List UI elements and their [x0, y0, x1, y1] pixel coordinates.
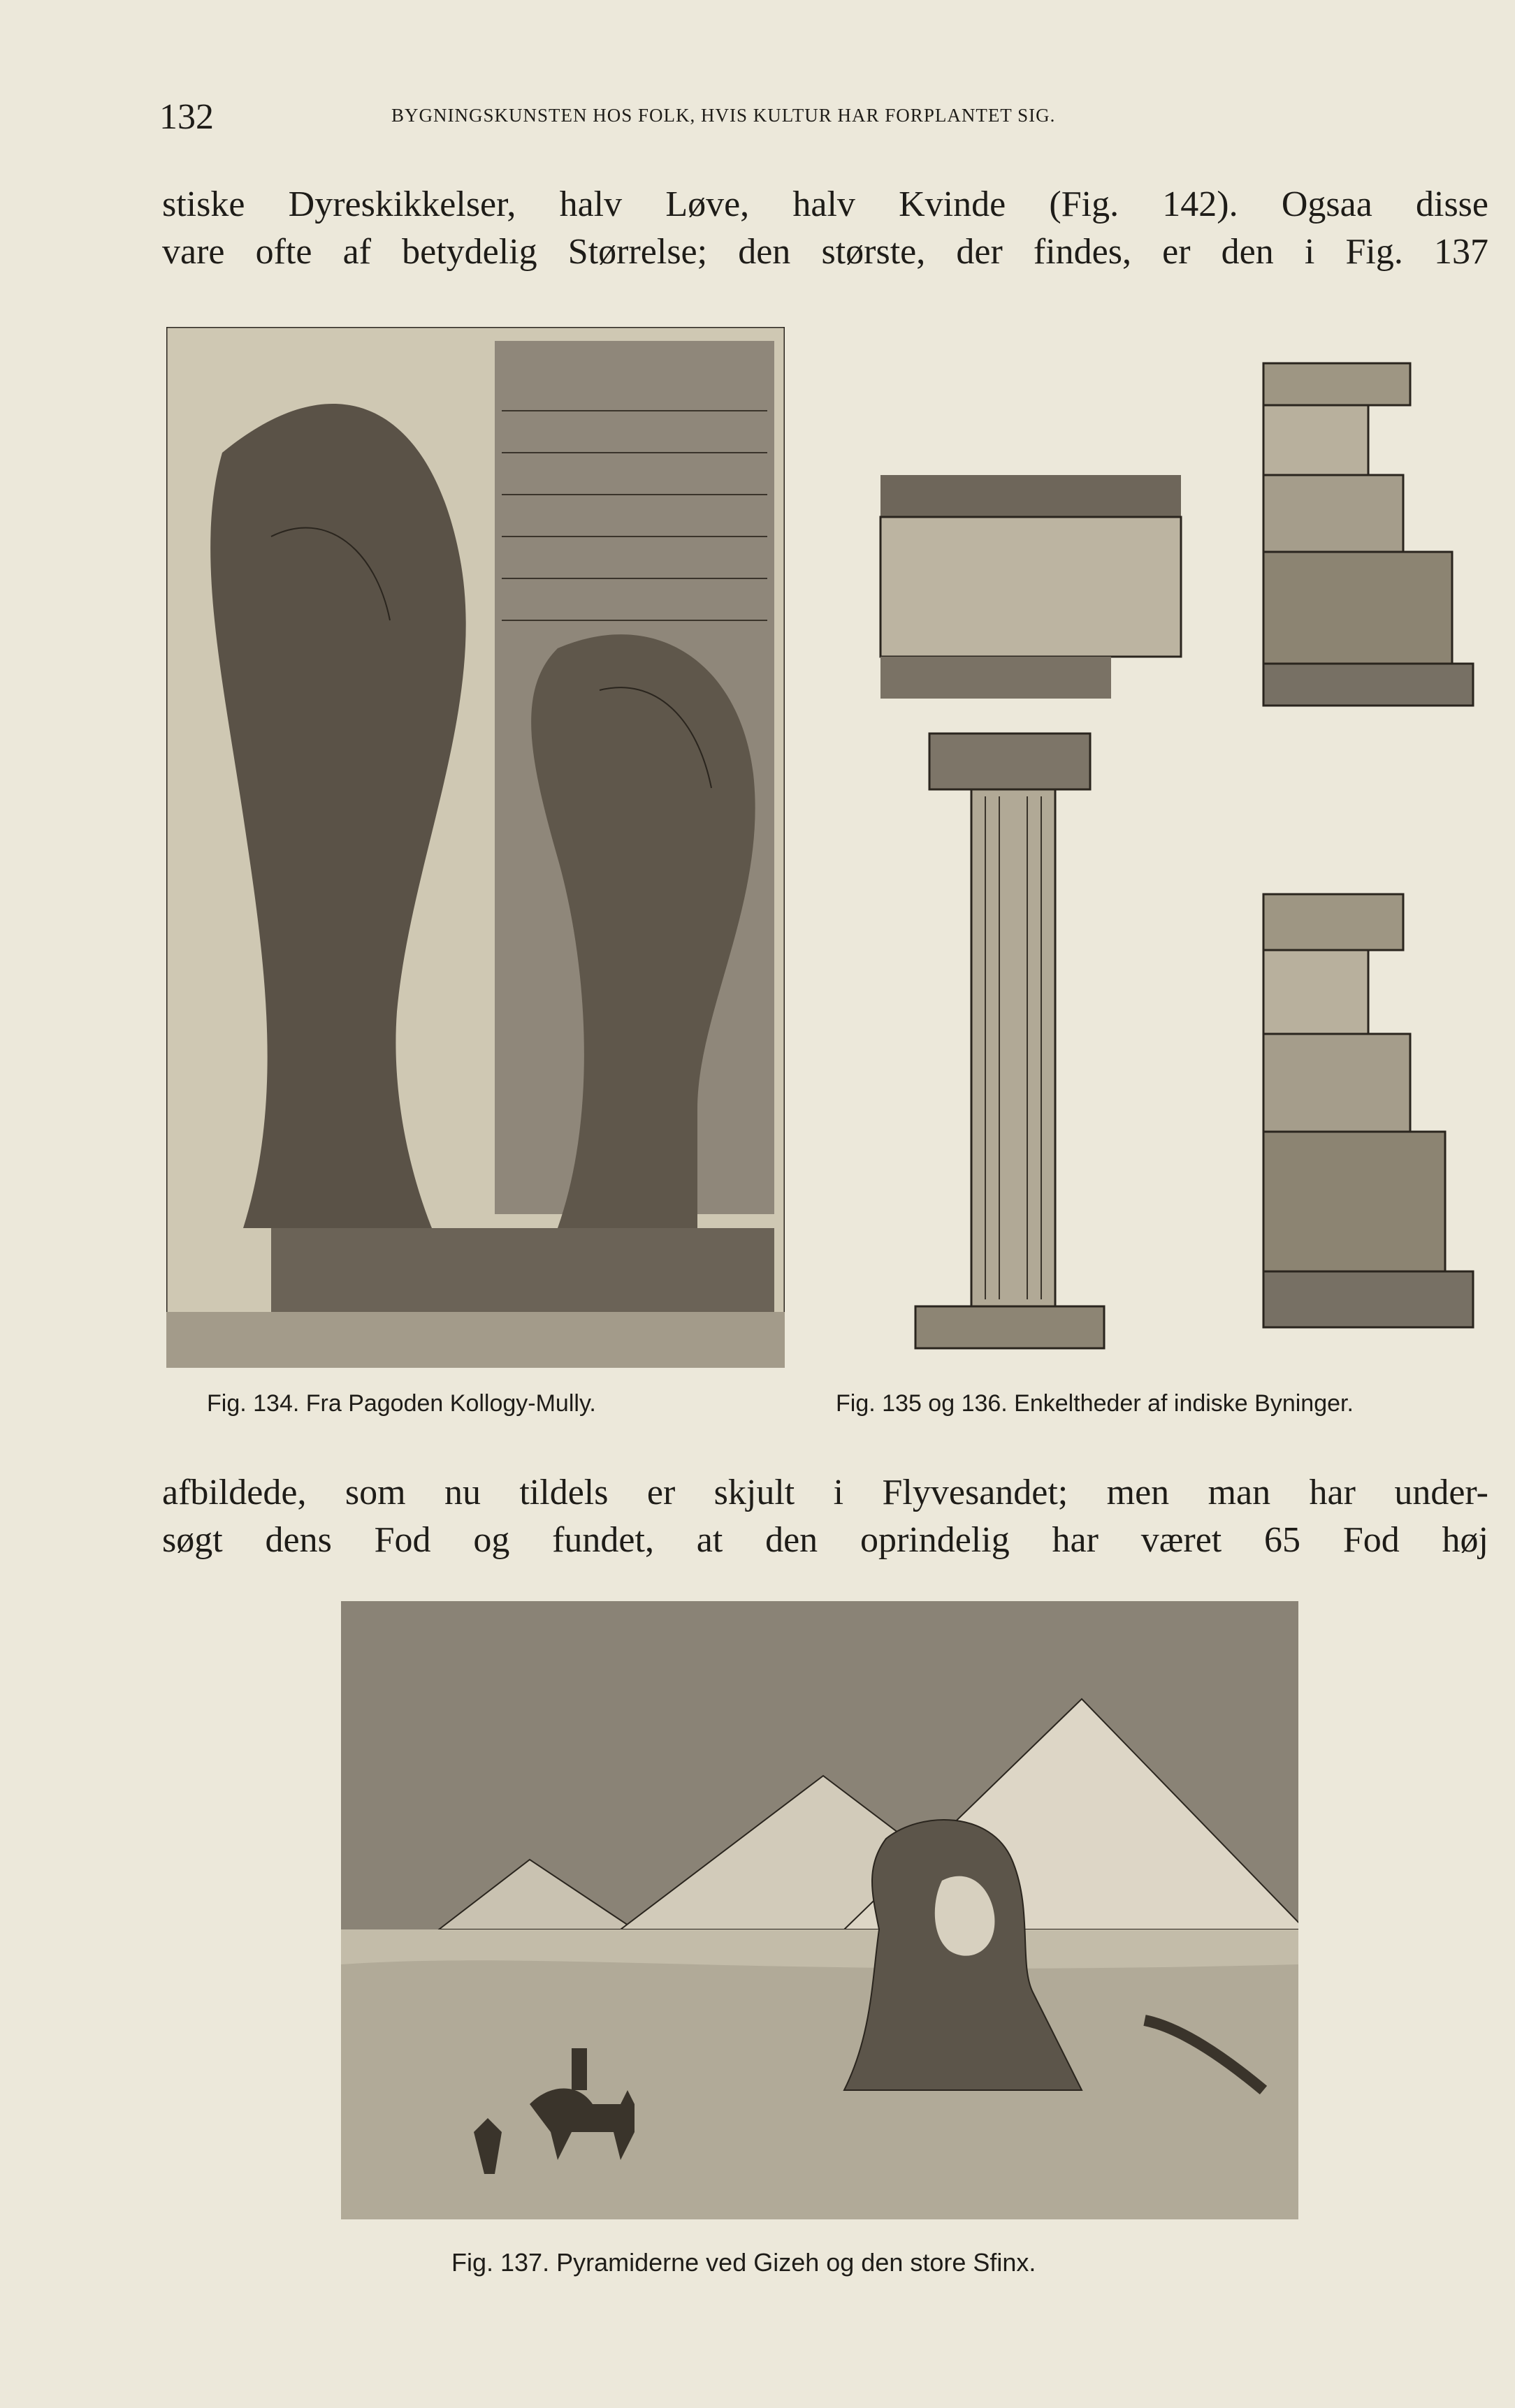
body-text-line: vare ofte af betydelig Størrelse; den største, der findes, er den i Fig. 137: [162, 232, 1488, 272]
body-text-line: stiske Dyreskikkelser, halv Løve, halv Kvinde (Fig. 142). Ogsaa disse: [162, 184, 1488, 224]
figure-136-engraving: [1256, 349, 1487, 1369]
page-number: 132: [159, 97, 214, 137]
pyramids-sphinx-illustration: [341, 1601, 1298, 2219]
running-head: BYGNINGSKUNSTEN HOS FOLK, HVIS KULTUR HAR FORPLANTET SIG.: [391, 105, 1056, 126]
figure-137-engraving: [341, 1601, 1298, 2219]
molding-profiles-illustration: [1256, 349, 1487, 1369]
figure-134-engraving: [166, 327, 785, 1368]
figure-135-136-caption: Fig. 135 og 136. Enkeltheder af indiske Byninger.: [836, 1390, 1354, 1417]
body-text-line: afbildede, som nu tildels er skjult i Flyvesandet; men man har under-: [162, 1473, 1488, 1512]
indian-column-illustration: [874, 461, 1209, 1369]
figure-135-engraving: [874, 461, 1209, 1369]
body-text-line: søgt dens Fod og fundet, at den oprindelig har været 65 Fod høj: [162, 1520, 1488, 1560]
temple-pillars-illustration: [166, 327, 785, 1368]
figure-137-caption: Fig. 137. Pyramiderne ved Gizeh og den store Sfinx.: [451, 2248, 1036, 2277]
figure-134-caption: Fig. 134. Fra Pagoden Kollogy-Mully.: [207, 1390, 596, 1417]
